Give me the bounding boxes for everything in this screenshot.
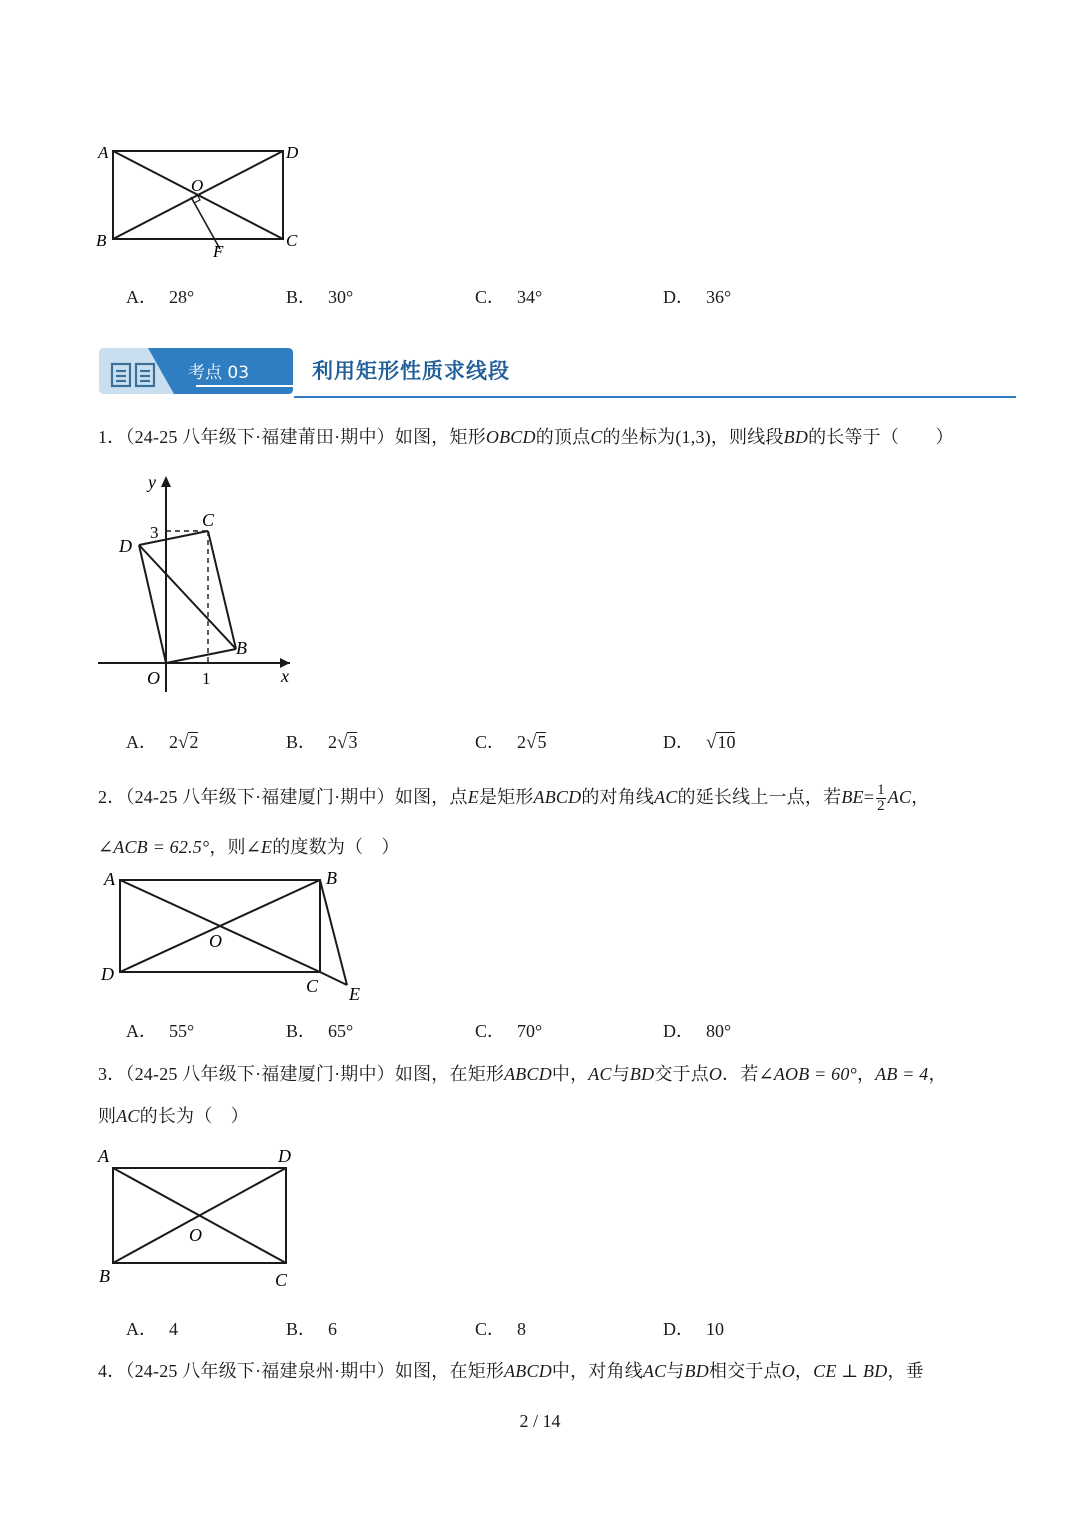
label-c: C — [286, 231, 298, 250]
label-o: O — [147, 668, 160, 688]
question-1: 1．（24-25 八年级下·福建莆田·期中）如图，矩形OBCD的顶点C的坐标为(1,3)，则线段BD的长等于（ ） — [98, 427, 954, 447]
figure-rectangle-abcd-o — [92, 1140, 312, 1295]
q1-option-c[interactable]: C． 2√5 — [475, 732, 547, 753]
q3-option-a[interactable]: A． 4 — [126, 1319, 178, 1339]
section-rule — [294, 396, 1016, 398]
q2-option-d[interactable]: D． 80° — [663, 1021, 732, 1041]
figure-coordinate-obcd — [92, 470, 307, 695]
option-b-top[interactable]: B． 30° — [286, 287, 354, 307]
label-b: B — [99, 1266, 110, 1286]
tick-3: 3 — [150, 523, 159, 542]
label-c: C — [306, 976, 319, 996]
label-e: E — [349, 984, 360, 1004]
label-o: O — [209, 931, 222, 951]
q1-option-b[interactable]: B． 2√3 — [286, 732, 358, 753]
fraction-one-half: $\frac{1}{2}$ — [877, 782, 885, 815]
label-a: A — [98, 143, 109, 162]
q2-option-b[interactable]: B． 65° — [286, 1021, 354, 1041]
q2-option-c[interactable]: C． 70° — [475, 1021, 543, 1041]
question-4-line-1: 4．（24-25 八年级下·福建泉州·期中）如图，在矩形ABCD中，对角线AC与BD相交于点O，CE ⊥ BD，垂 — [98, 1361, 924, 1381]
book-icon — [110, 361, 158, 389]
q3-option-b[interactable]: B． 6 — [286, 1319, 338, 1339]
label-o: O — [191, 176, 204, 195]
label-d: D — [286, 143, 299, 162]
section-tag: 考点 03 — [188, 363, 250, 383]
q1-option-d[interactable]: D． √10 — [663, 732, 736, 753]
label-o: O — [189, 1225, 202, 1245]
section-header — [96, 345, 1016, 401]
label-d: D — [101, 964, 114, 984]
section-tag-underline — [196, 385, 388, 387]
question-3-line-2: 则AC的长为（ ） — [98, 1106, 249, 1126]
figure-rectangle-abcd-f — [90, 135, 320, 265]
q2-option-a[interactable]: A． 55° — [126, 1021, 195, 1041]
label-b: B — [236, 638, 247, 658]
q1-option-a[interactable]: A． 2√2 — [126, 732, 199, 753]
label-c: C — [202, 510, 215, 530]
figure-rectangle-abcd-e — [96, 865, 376, 1005]
label-b: B — [326, 868, 337, 888]
question-2-line-1: 2．（24-25 八年级下·福建厦门·期中）如图，点E是矩形ABCD的对角线AC的延长线上一点，若BE= $\frac{1}{2}$ AC， — [98, 782, 930, 815]
option-c-top[interactable]: C． 34° — [475, 287, 543, 307]
label-b: B — [96, 231, 107, 250]
question-2-line-2: ∠ACB = 62.5°，则∠E的度数为（ ） — [98, 837, 400, 857]
option-d-top[interactable]: D． 36° — [663, 287, 732, 307]
q3-option-c[interactable]: C． 8 — [475, 1319, 527, 1339]
label-c: C — [275, 1270, 288, 1290]
label-a: A — [98, 1146, 109, 1166]
q3-option-d[interactable]: D． 10 — [663, 1319, 724, 1339]
label-a: A — [104, 869, 115, 889]
option-a-top[interactable]: A． 28° — [126, 287, 195, 307]
tick-1: 1 — [202, 669, 211, 688]
label-f: F — [213, 242, 224, 261]
label-y: y — [148, 472, 156, 492]
label-x: x — [281, 666, 289, 686]
label-d: D — [278, 1146, 291, 1166]
page-number: 2 / 14 — [519, 1411, 561, 1431]
label-d: D — [119, 536, 132, 556]
question-3-line-1: 3．（24-25 八年级下·福建厦门·期中）如图，在矩形ABCD中，AC与BD交于点O．若∠AOB = 60°，AB = 4， — [98, 1064, 947, 1084]
section-title: 利用矩形性质求线段 — [312, 359, 510, 383]
